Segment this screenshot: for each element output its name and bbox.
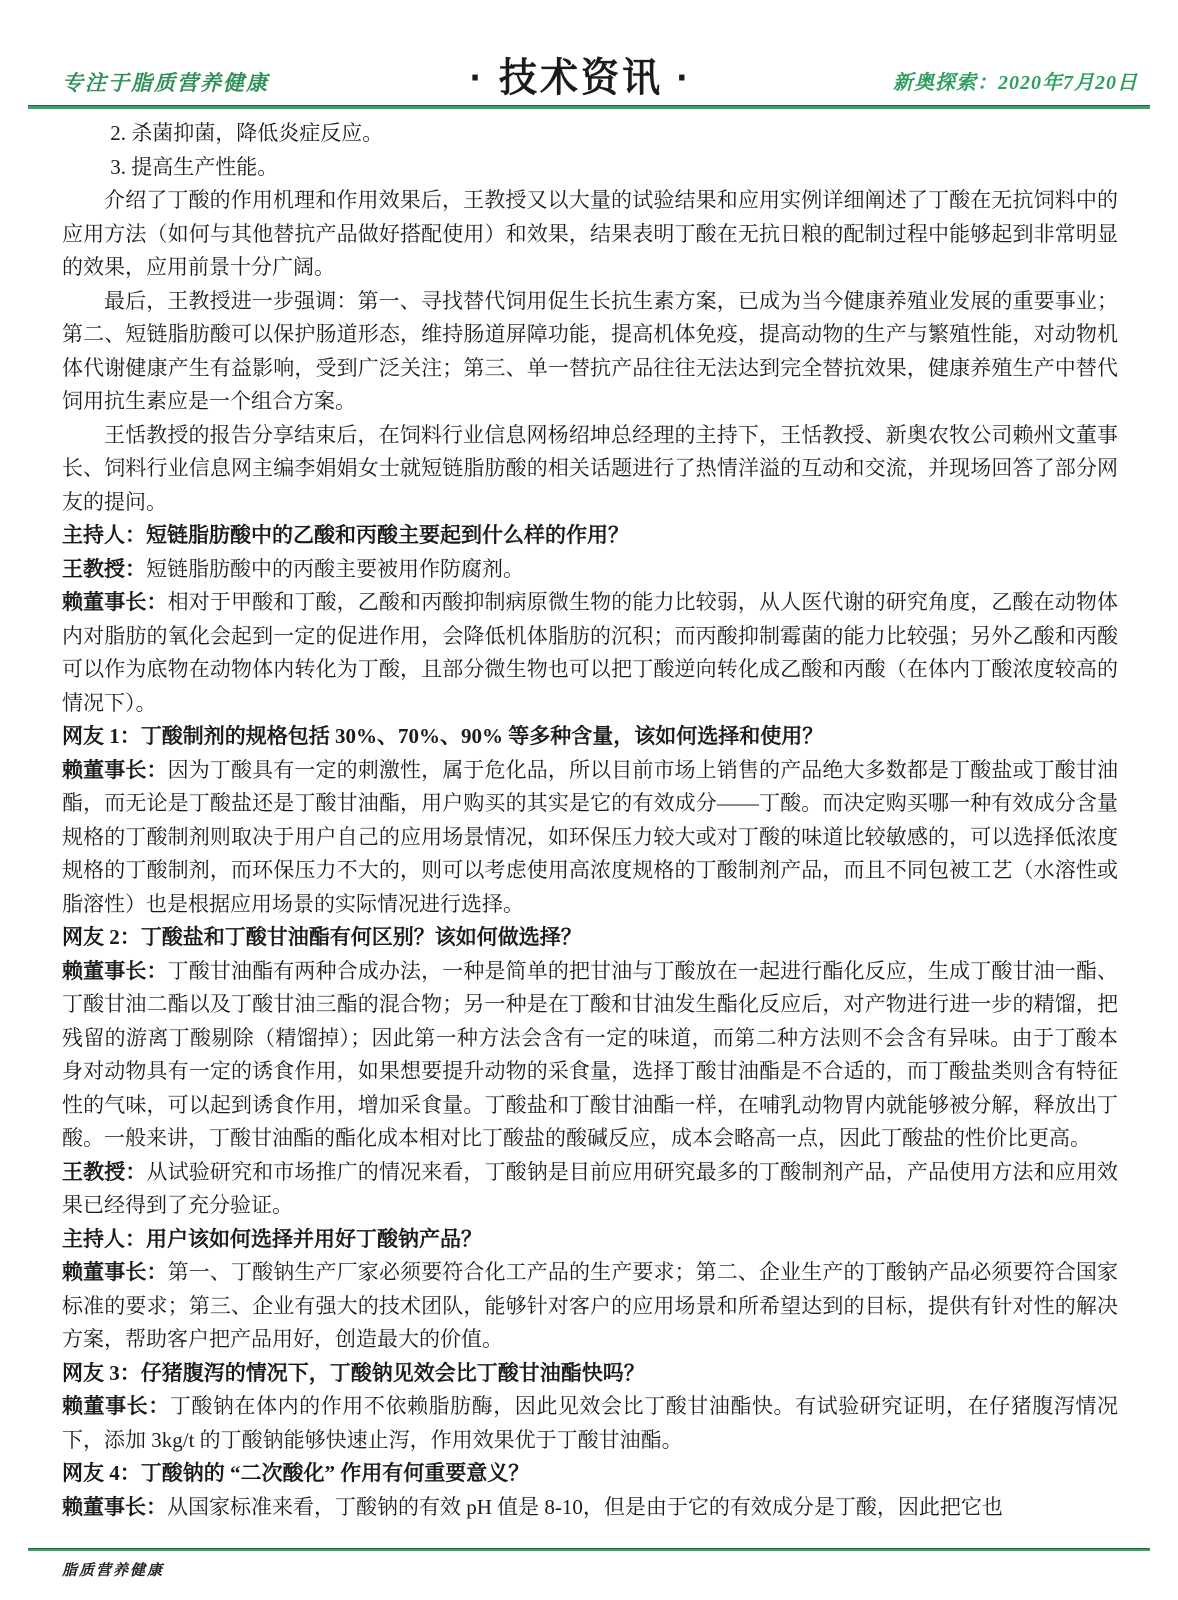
- speaker-label: 主持人：: [62, 1226, 146, 1251]
- qa-text: 从试验研究和市场推广的情况来看，丁酸钠是目前应用研究最多的丁酸制剂产品，产品使用方法和应用效果已经得到了充分验证。: [62, 1159, 1119, 1217]
- qa-text: 因为丁酸具有一定的刺激性，属于危化品，所以目前市场上销售的产品绝大多数都是丁酸盐或丁酸甘油酯，而无论是丁酸盐还是丁酸甘油酯，用户购买的其实是它的有效成分——丁酸。而决定购买哪一种有效成分含量规格的丁酸制剂则取决于用户自己的应用场景情况，如环保压力较大或对丁酸的味道比较敏感的，可以选择低浓度规格的丁酸制剂，而环保压力不大的，则可以考虑使用高浓度规格的丁酸制剂产品，而且不同包被工艺（水溶性或脂溶性）也是根据应用场景的实际情况进行选择。: [62, 757, 1119, 916]
- speaker-label: 赖董事长：: [62, 757, 168, 782]
- qa-answer: [62, 553, 1118, 587]
- numbered-list-item: 2. 杀菌抑菌，降低炎症反应。: [110, 121, 384, 145]
- qa-answer: [62, 1156, 1118, 1223]
- qa-text: 丁酸盐和丁酸甘油酯有何区别？该如何做选择？: [140, 925, 582, 949]
- footer-label: 脂质营养健康: [62, 1563, 165, 1579]
- paragraph: 介绍了丁酸的作用机理和作用效果后，王教授又以大量的试验结果和应用实例详细阐述了丁酸在无抗饲料中的应用方法（如何与其他替抗产品做好搭配使用）和效果，结果表明丁酸在无抗日粮的配制过程中能够起到非常明显的效果，应用前景十分广阔。: [62, 188, 1118, 279]
- qa-answer: [62, 1390, 1118, 1457]
- qa-text: 用户该如何选择并用好丁酸钠产品？: [146, 1226, 482, 1251]
- qa-text: 丁酸制剂的规格包括 30%、70%、90% 等多种含量，该如何选择和使用？: [140, 724, 824, 748]
- article-body: [0, 109, 1178, 1524]
- speaker-label: 赖董事长：: [62, 590, 168, 614]
- qa-answer: [62, 586, 1118, 720]
- qa-question: [62, 1357, 1118, 1391]
- qa-text: 丁酸钠的 “二次酸化” 作用有何重要意义？: [140, 1461, 530, 1485]
- speaker-label: 网友 2：: [62, 925, 141, 949]
- speaker-label: 王教授：: [62, 1159, 147, 1184]
- speaker-label: 王教授：: [62, 556, 146, 581]
- qa-text: 从国家标准来看，丁酸钠的有效 pH 值是 8-10，但是由于它的有效成分是丁酸，因此把它也: [167, 1494, 1003, 1519]
- qa-text: 仔猪腹泻的情况下，丁酸钠见效会比丁酸甘油酯快吗？: [140, 1360, 645, 1385]
- page-title: · 技术资讯 ·: [469, 56, 693, 101]
- speaker-label: 主持人：: [62, 523, 146, 547]
- paragraph: 王恬教授的报告分享结束后，在饲料行业信息网杨绍坤总经理的主持下，王恬教授、新奥农牧公司赖州文董事长、饲料行业信息网主编李娟娟女士就短链脂肪酸的相关话题进行了热情洋溢的互动和交流，并现场回答了部分网友的提问。: [62, 422, 1118, 514]
- qa-text: 相对于甲酸和丁酸，乙酸和丙酸抑制病原微生物的能力比较弱，从人医代谢的研究角度，乙酸在动物体内对脂肪的氧化会起到一定的促进作用，会降低机体脂肪的沉积；而丙酸抑制霉菌的能力比较强；另外乙酸和丙酸可以作为底物在动物体内转化为丁酸，且部分微生物也可以把丁酸逆向转化成乙酸和丙酸（在体内丁酸浓度较高的情况下）。: [62, 590, 1119, 715]
- qa-question: [62, 519, 1118, 553]
- header-date: 新奥探索：2020年7月20日: [893, 72, 1138, 94]
- page-footer: [0, 1548, 1178, 1580]
- page-header: [0, 0, 1178, 105]
- qa-text: 丁酸钠在体内的作用不依赖脂肪酶，因此见效会比丁酸甘油酯快。有试验研究证明，在仔猪腹泻情况下，添加 3kg/t 的丁酸钠能够快速止泻，作用效果优于丁酸甘油酯。: [62, 1394, 1118, 1452]
- speaker-label: 赖董事长：: [62, 1394, 170, 1418]
- numbered-list-item: 3. 提高生产性能。: [110, 154, 279, 179]
- qa-text: 短链脂肪酸中的丙酸主要被用作防腐剂。: [146, 556, 524, 581]
- qa-text: 第一、丁酸钠生产厂家必须要符合化工产品的生产要求；第二、企业生产的丁酸钠产品必须要符合国家标准的要求；第三、企业有强大的技术团队，能够针对客户的应用场景和所希望达到的目标，提供有针对性的解决方案，帮助客户把产品用好，创造最大的价值。: [62, 1260, 1119, 1351]
- paragraph: 最后，王教授进一步强调：第一、寻找替代饲用促生长抗生素方案，已成为当今健康养殖业发展的重要事业；第二、短链脂肪酸可以保护肠道形态，维持肠道屏障功能，提高机体免疫，提高动物的生产与繁殖性能，对动物机体代谢健康产生有益影响，受到广泛关注；第三、单一替抗产品往往无法达到完全替抗效果，健康养殖生产中替代饲用抗生素应是一个组合方案。: [62, 288, 1118, 413]
- header-tagline: 专注于脂质营养健康: [62, 71, 269, 95]
- qa-text: 短链脂肪酸中的乙酸和丙酸主要起到什么样的作用？: [146, 523, 629, 547]
- speaker-label: 网友 3：: [62, 1360, 141, 1385]
- qa-answer: [62, 754, 1118, 922]
- speaker-label: 网友 1：: [62, 724, 141, 748]
- speaker-label: 网友 4：: [62, 1461, 141, 1485]
- qa-answer: [62, 1491, 1118, 1525]
- speaker-label: 赖董事长：: [62, 1494, 167, 1519]
- speaker-label: 赖董事长：: [62, 958, 168, 983]
- qa-question: [62, 1223, 1118, 1257]
- qa-text: 丁酸甘油酯有两种合成办法，一种是简单的把甘油与丁酸放在一起进行酯化反应，生成丁酸甘油一酯、丁酸甘油二酯以及丁酸甘油三酯的混合物；另一种是在丁酸和甘油发生酯化反应后，对产物进行进一步的精馏，把残留的游离丁酸剔除（精馏掉）；因此第一种方法会含有一定的味道，而第二种方法则不会含有异味。由于丁酸本身对动物具有一定的诱食作用，如果想要提升动物的采食量，选择丁酸甘油酯是不合适的，而丁酸盐类则含有特征性的气味，可以起到诱食作用，增加采食量。丁酸盐和丁酸甘油酯一样，在哺乳动物胃内就能够被分解，释放出丁酸。一般来讲，丁酸甘油酯的酯化成本相对比丁酸盐的酸碱反应，成本会略高一点，因此丁酸盐的性价比更高。: [62, 958, 1119, 1150]
- speaker-label: 赖董事长：: [62, 1260, 168, 1284]
- qa-answer: [62, 955, 1118, 1156]
- qa-answer: [62, 1256, 1118, 1357]
- qa-question: [62, 921, 1118, 955]
- qa-question: [62, 1457, 1118, 1491]
- footer-rule: [28, 1548, 1150, 1551]
- qa-question: [62, 720, 1118, 754]
